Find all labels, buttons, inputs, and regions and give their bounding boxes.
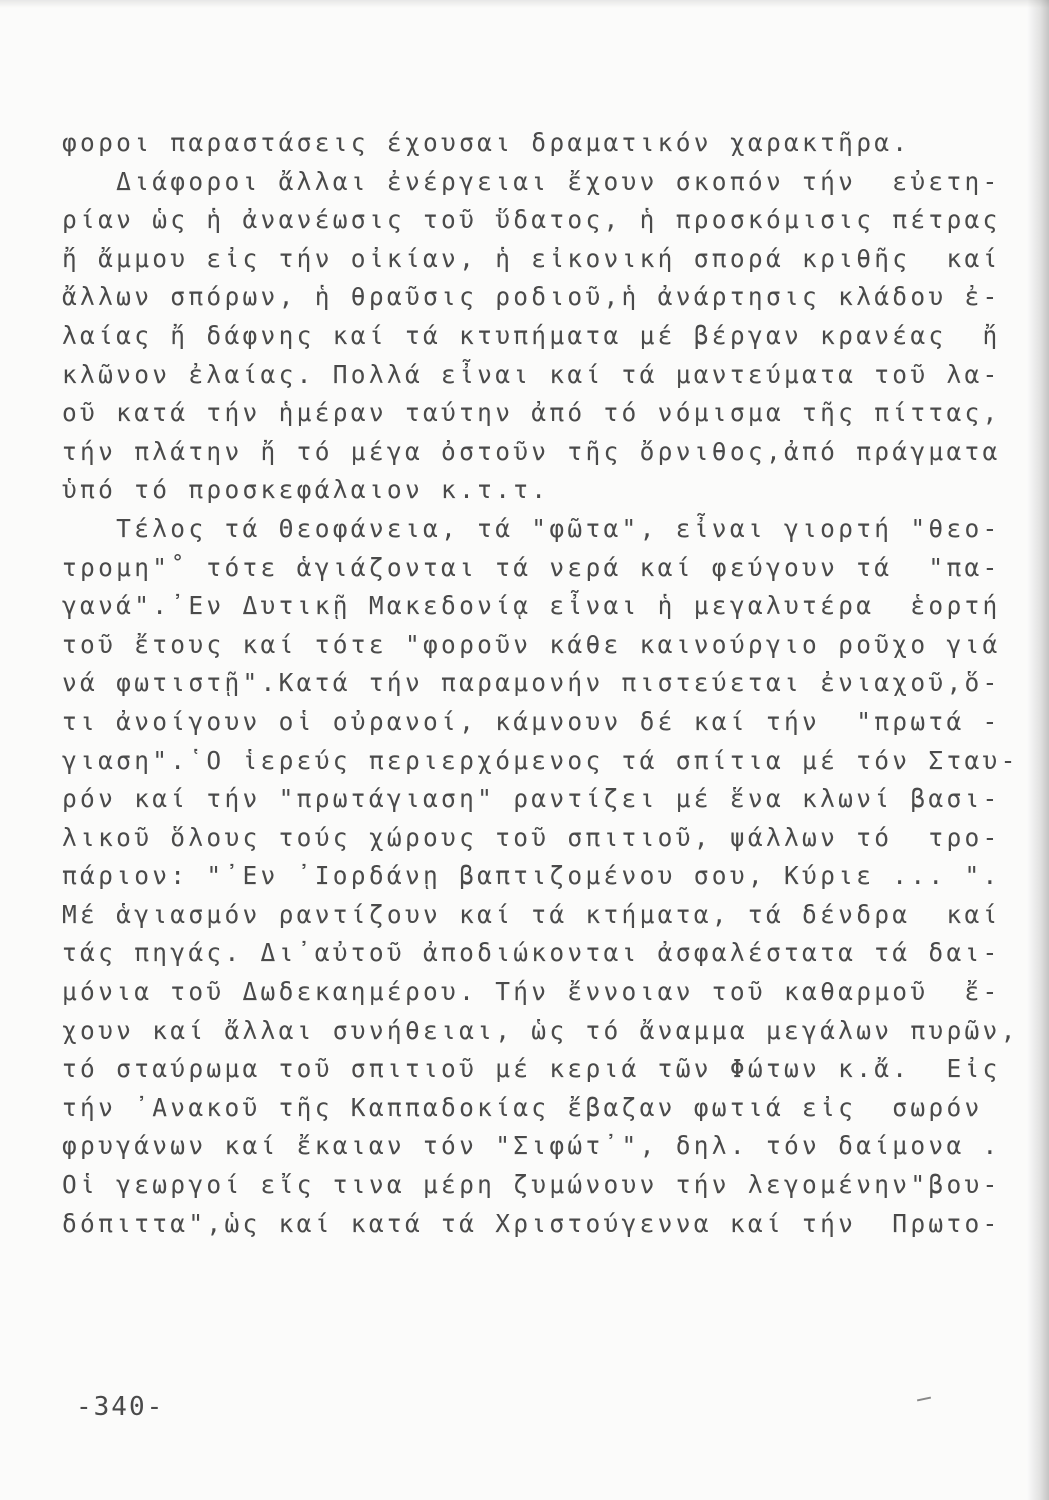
text-line: Τέλος τά Θεοφάνεια, τά "φῶτα", εἶναι γιορτή "θεο-: [62, 513, 1001, 543]
text-line: χουν καί ἄλλαι συνήθειαι, ὡς τό ἄναμμα μεγάλων πυρῶν,: [62, 1015, 1019, 1045]
text-line: φρυγάνων καί ἔκαιαν τόν "Σιφώτ᾿", δηλ. τόν δαίμονα .: [62, 1131, 1001, 1161]
text-line: τήν ᾿Ανακοῦ τῆς Καππαδοκίας ἔβαζαν φωτιά εἰς σωρόν: [62, 1092, 983, 1122]
text-line: Οἱ γεωργοί εἴς τινα μέρη ζυμώνουν τήν λεγομένην"βου-: [62, 1170, 1001, 1200]
text-line: ἄλλων σπόρων, ἡ θραῦσις ροδιοῦ,ἡ ἀνάρτησις κλάδου ἐ-: [62, 282, 1001, 312]
stray-pen-mark: [917, 1397, 931, 1402]
text-line: τοῦ ἔτους καί τότε "φοροῦν κάθε καινούργιο ροῦχο γιά: [62, 629, 1001, 659]
text-line: Διάφοροι ἄλλαι ἐνέργειαι ἔχουν σκοπόν τήν εὐετη-: [62, 166, 1001, 196]
text-line: τήν πλάτην ἤ τό μέγα ὀστοῦν τῆς ὄρνιθος,ἀπό πράγματα: [62, 436, 1001, 466]
text-line: πάριον: "᾿Εν ᾿Ιορδάνῃ βαπτιζομένου σου, Κύριε ... ".: [62, 861, 1001, 891]
page-number: -340-: [76, 1392, 165, 1422]
text-line: ὑπό τό προσκεφάλαιον κ.τ.τ.: [62, 475, 550, 505]
text-line: τρομη"˚ τότε ἁγιάζονται τά νερά καί φεύγουν τά "πα-: [62, 552, 1001, 582]
text-line: ἤ ἄμμου εἰς τήν οἰκίαν, ἡ εἰκονική σπορά κριθῆς καί: [62, 243, 1001, 273]
text-line: φοροι παραστάσεις έχουσαι δραματικόν χαρακτῆρα.: [62, 128, 911, 157]
text-line: γιαση".῾Ο ἱερεύς περιερχόμενος τά σπίτια μέ τόν Σταυ-: [62, 745, 1019, 775]
page-top-shadow: [0, 0, 1049, 8]
body-text: [62, 124, 1019, 1243]
text-line: τι ἀνοίγουν οἱ οὐρανοί, κάμνουν δέ καί τήν "πρωτά -: [62, 706, 1001, 736]
page-binding-shadow: [1027, 0, 1049, 1500]
text-line: τό σταύρωμα τοῦ σπιτιοῦ μέ κεριά τῶν Φώτων κ.ἄ. Εἰς: [62, 1054, 1001, 1084]
text-line: ρίαν ὡς ἡ ἀνανέωσις τοῦ ὕδατος, ἡ προσκόμισις πέτρας: [62, 205, 1001, 235]
text-line: κλῶνον ἐλαίας. Πολλά εἶναι καί τά μαντεύματα τοῦ λα-: [62, 359, 1001, 389]
text-line: ρόν καί τήν "πρωτάγιαση" ραντίζει μέ ἕνα κλωνί βασι-: [62, 784, 1001, 814]
text-line: τάς πηγάς. Δι᾿αὐτοῦ ἀποδιώκονται ἀσφαλέστατα τά δαι-: [62, 938, 1001, 968]
text-line: οῦ κατά τήν ἡμέραν ταύτην ἀπό τό νόμισμα τῆς πίττας,: [62, 398, 1001, 428]
text-line: νά φωτιστῇ".Κατά τήν παραμονήν πιστεύεται ἐνιαχοῦ,ὅ-: [62, 668, 1001, 698]
text-line: λαίας ἤ δάφνης καί τά κτυπήματα μέ βέργαν κρανέας ἤ: [62, 320, 1001, 350]
text-line: μόνια τοῦ Δωδεκαημέρου. Τήν ἔννοιαν τοῦ καθαρμοῦ ἔ-: [62, 977, 1001, 1007]
text-line: λικοῦ ὅλους τούς χώρους τοῦ σπιτιοῦ, ψάλλων τό τρο-: [62, 822, 1001, 852]
text-line: Μέ ἁγιασμόν ραντίζουν καί τά κτήματα, τά δένδρα καί: [62, 899, 1001, 929]
text-line: γανά".᾿Εν Δυτικῇ Μακεδονίᾳ εἶναι ἡ μεγαλυτέρα ἑορτή: [62, 591, 1001, 621]
text-line: δόπιττα",ὡς καί κατά τά Χριστούγεννα καί τήν Πρωτο-: [62, 1208, 1001, 1238]
